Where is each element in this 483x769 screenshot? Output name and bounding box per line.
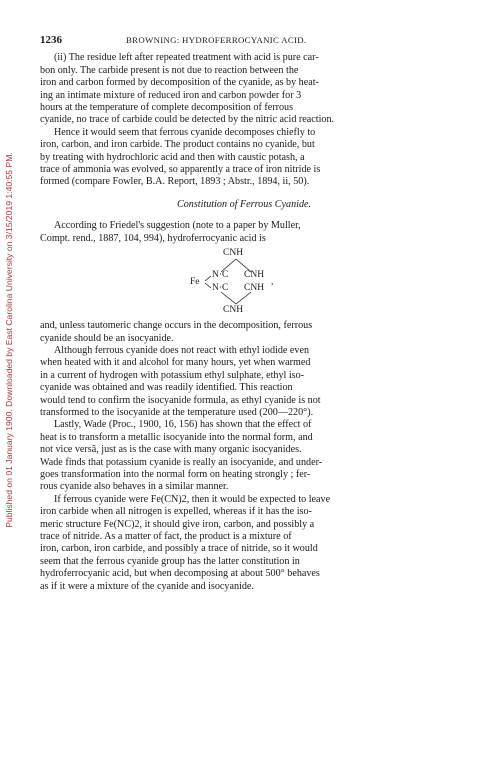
- text-line: by treating with hydrochloric acid and then with caustic potash, a: [40, 151, 305, 163]
- running-header: [40, 34, 448, 46]
- text-line: (ii) The residue left after repeated treatment with acid is pure car-: [54, 52, 319, 64]
- page-number: 1236: [40, 34, 62, 46]
- text-line: Compt. rend., 1887, 104, 994), hydroferrocyanic acid is: [40, 232, 266, 244]
- paragraph-conclusion: [40, 494, 448, 593]
- formula-bottom-group: CNH: [223, 305, 244, 316]
- download-watermark: [1, 60, 17, 620]
- formula-comma: ,: [271, 277, 274, 288]
- text-line: goes transformation into the normal form on heating strongly ; fer-: [40, 468, 311, 480]
- paragraph-ethyl-iodide: [40, 345, 448, 419]
- section-heading: Constitution of Ferrous Cyanide.: [176, 198, 312, 210]
- text-line: when heated with it and alcohol for many hours, yet when warmed: [40, 357, 311, 369]
- text-line: heat is to transform a metallic isocyanide into the normal form, and: [40, 431, 313, 443]
- page-body: [40, 34, 448, 593]
- text-line: Wade finds that potassium cyanide is really an isocyanide, and under-: [40, 456, 323, 468]
- text-line: iron, carbon, iron carbide, and possibly a trace of nitride, so it would: [40, 543, 318, 555]
- text-line: would tend to confirm the isocyanide formula, as ethyl cyanide is not: [40, 394, 321, 406]
- formula-nc-upper: N·C: [212, 270, 229, 281]
- text-line: iron carbide when all nitrogen is expelled, whereas if it has the iso-: [40, 506, 312, 518]
- paragraph-decomposition: [40, 127, 448, 189]
- text-line: and, unless tautomeric change occurs in the decomposition, ferrous: [40, 320, 313, 332]
- paragraph-residue: [40, 52, 448, 126]
- text-line: rous cyanide also behaves in a similar manner.: [40, 481, 229, 493]
- text-line: cyanide, no trace of carbide could be detected by the nitric acid reaction.: [40, 114, 335, 126]
- text-line: Hence it would seem that ferrous cyanide decomposes chiefly to: [54, 126, 316, 138]
- formula-right-upper: CNH: [244, 270, 265, 281]
- formula-iron: Fe: [190, 277, 200, 288]
- text-line: iron, carbon, and iron carbide. The product contains no cyanide, but: [40, 139, 315, 151]
- download-watermark-text: Published on 01 January 1900. Downloaded by East Carolina University on 3/15/2019 1:40:55 PM.: [4, 152, 14, 528]
- text-line: not vice versâ, just as is the case with many organic isocyanides.: [40, 444, 302, 456]
- formula-top-group: CNH: [223, 248, 244, 259]
- text-line: formed (compare Fowler, B.A. Report, 1893 ; Abstr., 1894, ii, 50).: [40, 176, 310, 188]
- text-line: Although ferrous cyanide does not react with ethyl iodide even: [54, 344, 310, 356]
- running-title: BROWNING: HYDROFERROCYANIC ACID.: [126, 35, 307, 45]
- text-line: trace of nitride. As a matter of fact, the product is a mixture of: [40, 531, 292, 542]
- text-line: meric structure Fe(NC)2, it should give iron, carbon, and possibly a: [40, 518, 315, 530]
- text-line: According to Friedel's suggestion (note to a paper by Muller,: [54, 220, 301, 232]
- text-line: as if it were a mixture of the cyanide and isocyanide.: [40, 580, 254, 592]
- text-line: Lastly, Wade (Proc., 1900, 16, 156) has shown that the effect of: [54, 419, 312, 431]
- text-line: If ferrous cyanide were Fe(CN)2, then it would be expected to leave: [54, 493, 331, 505]
- text-line: hydroferrocyanic acid, but when decomposing at about 500° behaves: [40, 568, 320, 580]
- paragraph-friedel: [40, 220, 448, 245]
- text-line: trace of ammonia was evolved, so apparently a trace of iron nitride is: [40, 164, 321, 176]
- text-line: bon only. The carbide present is not due to reaction between the: [40, 64, 299, 76]
- text-line: in a current of hydrogen with potassium ethyl sulphate, ethyl iso-: [40, 369, 305, 381]
- text-line: ing an intimate mixture of reduced iron and carbon powder for 3: [40, 89, 302, 101]
- formula-right-lower: CNH: [244, 283, 265, 294]
- text-line: cyanide should be an isocyanide.: [40, 332, 174, 344]
- structural-formula: [40, 247, 448, 317]
- paragraph-wade: [40, 419, 448, 493]
- formula-nc-lower: N·C: [212, 283, 229, 294]
- text-line: transformed to the isocyanide at the temperature used (200—220°).: [40, 406, 314, 418]
- text-line: iron and carbon formed by decomposition of the cyanide, as by heat-: [40, 77, 319, 89]
- paragraph-isocyanide: [40, 320, 448, 345]
- text-line: hours at the temperature of complete decomposition of ferrous: [40, 102, 294, 114]
- text-line: seem that the ferrous cyanide group has the latter constitution in: [40, 555, 300, 567]
- text-line: cyanide was obtained and was readily identified. This reaction: [40, 382, 293, 394]
